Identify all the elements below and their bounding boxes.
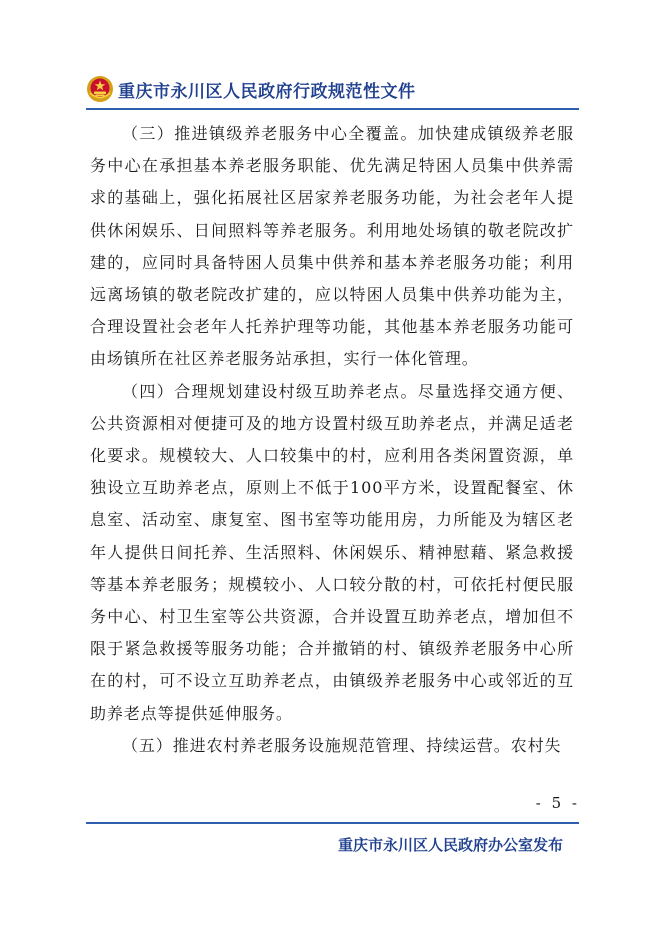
footer-divider (86, 822, 579, 824)
paragraph-5: （五）推进农村养老服务设施规范管理、持续运营。农村失 (122, 735, 562, 755)
page-number: - 5 - (535, 794, 580, 812)
document-series-title: 重庆市永川区人民政府行政规范性文件 (118, 81, 416, 102)
national-emblem-icon (86, 75, 114, 103)
document-body (90, 118, 574, 762)
paragraph-4: （四）合理规划建设村级互助养老点。尽量选择交通方便、公共资源相对便捷可及的地方设置村级互助养老点，并满足适老化要求。规模较大、人口较集中的村，应利用各类闲置资源，单独设立互助养老点，原则上不低于100平方米，设置配餐室、休息室、活动室、康复室、图书室等功能用房，力所能及为辖区老年人提供日间托养、生活照料、休闲娱乐、精神慰藉、紧急救援等基本养老服务；规模较小、人口较分散的村，可依托村便民服务中心、村卫生室等公共资源，合并设置互助养老点，增加但不限于紧急救援等服务功能；合并撤销的村、镇级养老服务中心所在的村，可不设立互助养老点，由镇级养老服务中心或邻近的互助养老点等提供延伸服务。 (90, 381, 574, 723)
publisher-footer: 重庆市永川区人民政府办公室发布 (337, 836, 563, 854)
paragraph-3: （三）推进镇级养老服务中心全覆盖。加快建成镇级养老服务中心在承担基本养老服务职能、优先满足特困人员集中供养需求的基础上，强化拓展社区居家养老服务功能，为社会老年人提供休闲娱乐、日间照料等养老服务。利用地处场镇的敬老院改扩建的，应同时具备特困人员集中供养和基本养老服务功能；利用远离场镇的敬老院改扩建的，应以特困人员集中供养功能为主，合理设置社会老年人托养护理等功能，其他基本养老服务功能可由场镇所在社区养老服务站承担，实行一体化管理。 (90, 124, 574, 369)
document-header (86, 74, 416, 104)
header-divider (86, 108, 579, 110)
